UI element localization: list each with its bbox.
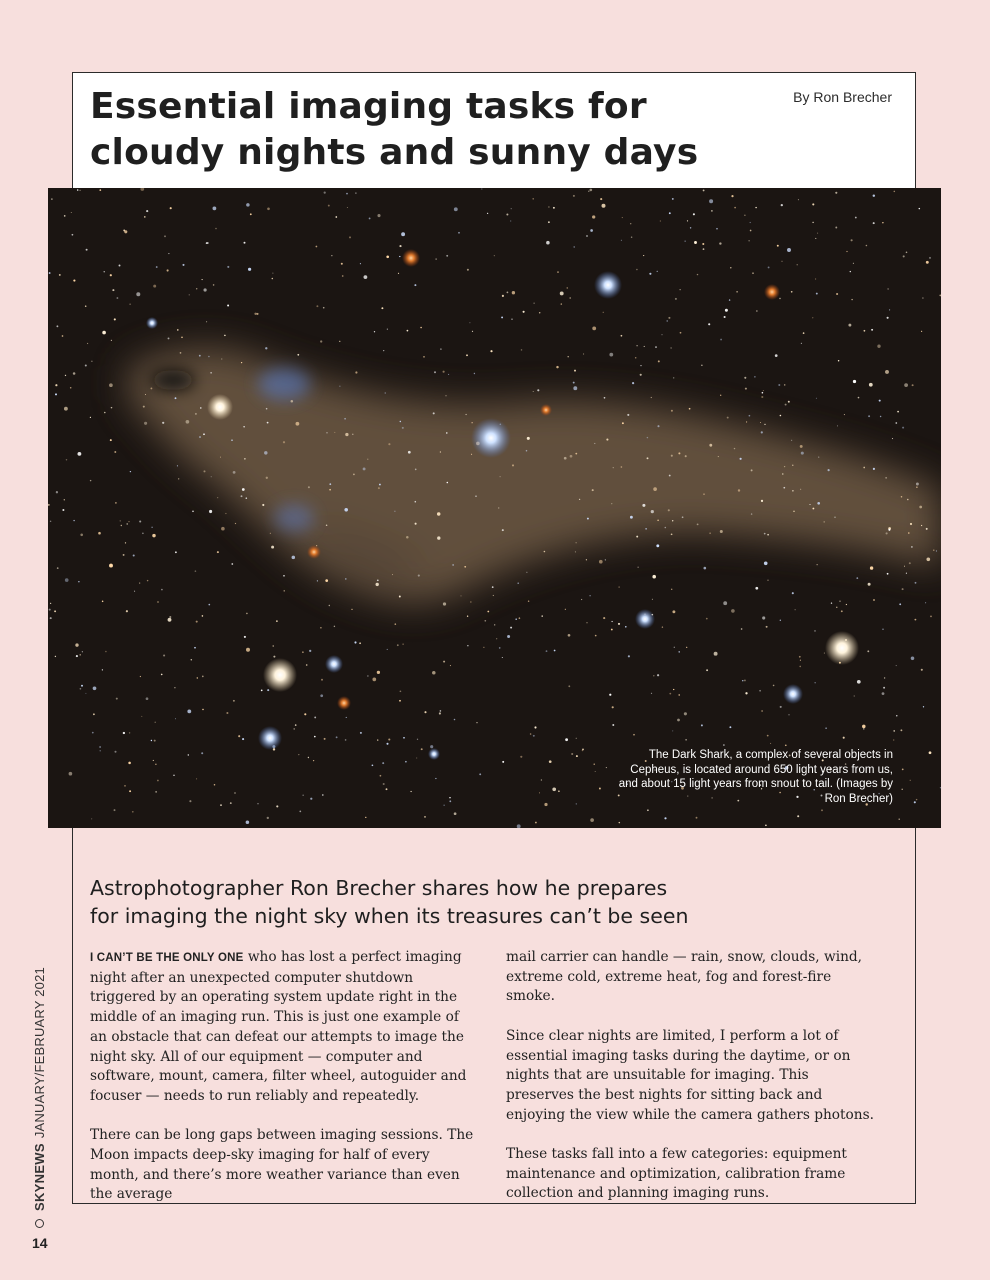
paragraph-1-text: who has lost a perfect imaging night after an unexpected computer shutdown triggered by an operating system update right in the middle of an imaging run. This is just one example of an obstacle that can defeat our attempts to image the night sky. All of our equipment — computer and software, mount, camera, filter wheel, autoguider and focuser — needs to run reliably and repeatedly. <box>90 949 467 1104</box>
subhead-line-1: Astrophotographer Ron Brecher shares how he prepares <box>90 876 668 900</box>
paragraph-1 <box>90 948 474 1107</box>
paragraph-3: Since clear nights are limited, I perform a lot of essential imaging tasks during the daytime, or on nights that are unsuitable for imaging. This preserves the best nights for sitting back and enjoying the view while the camera gathers photons. <box>506 1027 874 1123</box>
paragraph-4: These tasks fall into a few categories: equipment maintenance and optimization, calibration frame collection and planning imaging runs. <box>506 1146 847 1202</box>
circle-logo-icon <box>35 1219 44 1228</box>
issue-date: JANUARY/FEBRUARY 2021 <box>32 967 47 1139</box>
paragraph-2-continued: mail carrier can handle — rain, snow, clouds, wind, extreme cold, extreme heat, fog and forest-fire smoke. <box>506 949 863 1005</box>
photo-caption: The Dark Shark, a complex of several objects in Cepheus, is located around 650 light years from us, and about 15 light years from snout to tail. (Images by Ron Brecher) <box>618 749 893 805</box>
title-line-2: cloudy nights and sunny days <box>90 132 699 173</box>
dark-shark-nebula-photo <box>48 188 941 828</box>
page-number: 14 <box>32 1235 48 1251</box>
star-field-image <box>48 188 941 828</box>
lead-in: I CAN’T BE THE ONLY ONE <box>90 952 244 964</box>
body-column-left <box>90 948 474 1225</box>
article-subhead <box>90 874 790 930</box>
subhead-line-2: for imaging the night sky when its treasures can’t be seen <box>90 904 689 928</box>
side-folio <box>32 967 47 1228</box>
paragraph-2: There can be long gaps between imaging sessions. The Moon impacts deep-sky imaging for half of every month, and there’s more weather variance than even the average <box>90 1127 474 1203</box>
magazine-name: SKYNEWS <box>32 1143 47 1211</box>
title-line-1: Essential imaging tasks for <box>90 86 647 127</box>
body-column-right <box>506 948 876 1224</box>
byline: By Ron Brecher <box>793 89 892 105</box>
article-title <box>90 84 730 176</box>
